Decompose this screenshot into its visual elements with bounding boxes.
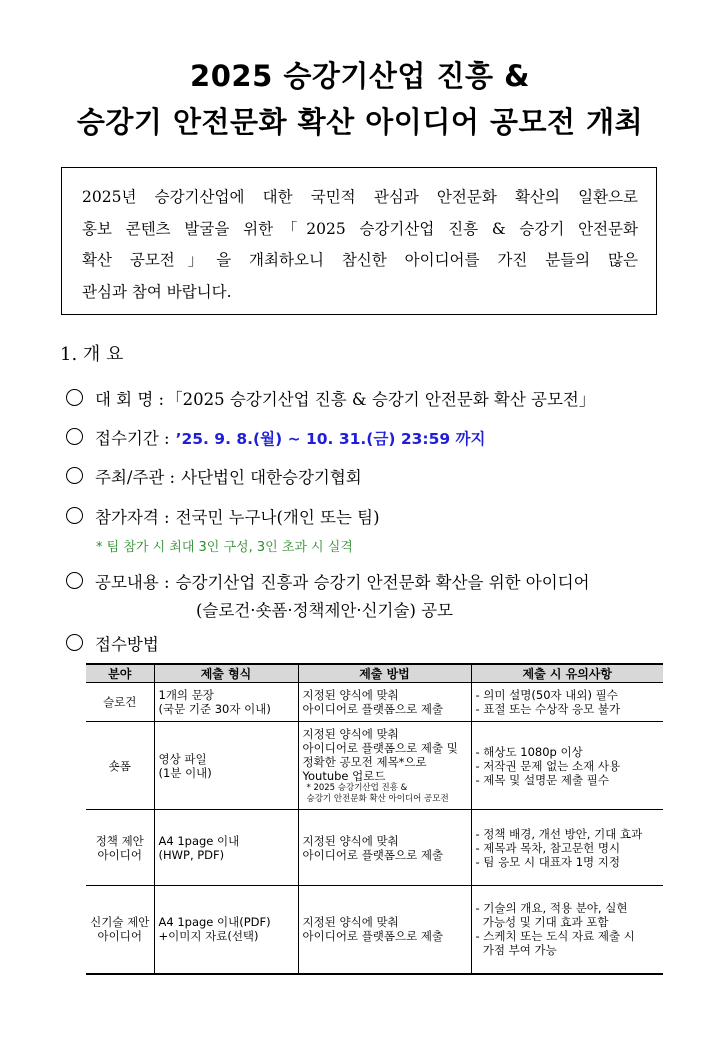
table-row — [86, 810, 663, 886]
item-label: 접수기간 : — [95, 429, 170, 448]
item-label: 대 회 명 : — [95, 390, 165, 409]
field-cell: 정책 제안 아이디어 — [86, 810, 154, 886]
intro-line: 홍보 콘텐츠 발굴을 위한「2025 승강기산업 진흥 & 승강기 안전문화 — [82, 219, 638, 238]
table-header: 제출 시 유의사항 — [471, 664, 663, 683]
method-footnote: * 2025 승강기산업 진흥 & — [306, 782, 408, 793]
format-cell: 영상 파일 (1분 이내) — [154, 722, 298, 810]
item-value: 전국민 누구나(개인 또는 팀) — [175, 508, 380, 527]
item-label: 참가자격 : — [95, 508, 170, 527]
intro-box — [61, 167, 657, 315]
table-header: 제출 방법 — [298, 664, 471, 683]
item-label: 주최/주관 : — [95, 468, 176, 487]
circle-bullet-icon — [66, 467, 83, 484]
field-cell: 신기술 제안 아이디어 — [86, 886, 154, 974]
format-cell: 1개의 문장 (국문 기준 30자 이내) — [154, 683, 298, 722]
item-value: 승강기산업 진흥과 승강기 안전문화 확산을 위한 아이디어 — [175, 573, 590, 592]
item-label: 공모내용 : — [95, 573, 170, 592]
item-label: 접수방법 — [95, 635, 159, 654]
page-title-line2: 승강기 안전문화 확산 아이디어 공모전 개최 — [76, 105, 644, 139]
notes-cell: - 의미 설명(50자 내외) 필수 - 표절 또는 수상작 응모 불가 — [471, 683, 663, 722]
method-footnote: 승강기 안전문화 확산 아이디어 공모전 — [306, 793, 449, 804]
method-cell: 지정된 양식에 맞춰 아이디어로 플랫폼으로 제출 및 정확한 공모전 제목*으로 Youtube 업로드 * 2025 승강기산업 진흥 & 승강기 안전문화 확산 아이디어 공모전 — [298, 722, 471, 810]
intro-line: 확산 공모전」을 개최하오니 참신한 아이디어를 가진 분들의 많은 — [82, 251, 638, 269]
field-cell: 슬로건 — [86, 683, 154, 722]
intro-line: 관심과 참여 바랍니다. — [82, 282, 232, 301]
method-cell: 지정된 양식에 맞춰 아이디어로 플랫폼으로 제출 — [298, 810, 471, 886]
page-title-line1: 2025 승강기산업 진흥 & — [190, 59, 530, 93]
table-header: 분야 — [86, 664, 154, 683]
deadline-value: ’25. 9. 8.(월) ~ 10. 31.(금) 23:59 까지 — [175, 430, 486, 448]
notes-cell: - 기술의 개요, 적용 분야, 실현 가능성 및 기대 효과 포함 - 스케치 또는 도식 자료 제출 시 가점 부여 가능 — [471, 886, 663, 974]
section-heading: 1. 개 요 — [60, 344, 124, 365]
notes-cell: - 정책 배경, 개선 방안, 기대 효과 - 제목과 목차, 참고문헌 명시 - 팀 응모 시 대표자 1명 지정 — [471, 810, 663, 886]
table-header-row — [86, 664, 663, 683]
format-cell: A4 1page 이내(PDF) +이미지 자료(선택) — [154, 886, 298, 974]
circle-bullet-icon — [66, 428, 83, 445]
circle-bullet-icon — [66, 572, 83, 589]
item-value: 「2025 승강기산업 진흥 & 승강기 안전문화 확산 공모전」 — [166, 390, 596, 409]
method-cell: 지정된 양식에 맞춰 아이디어로 플랫폼으로 제출 — [298, 886, 471, 974]
table-row — [86, 722, 663, 810]
circle-bullet-icon — [66, 507, 83, 524]
overview-item-content — [66, 569, 590, 593]
table-header: 제출 형식 — [154, 664, 298, 683]
item-value: 사단법인 대한승강기협회 — [181, 468, 362, 487]
overview-item-submission — [66, 631, 159, 655]
circle-bullet-icon — [66, 389, 83, 406]
notes-cell: - 해상도 1080p 이상 - 저작권 문제 없는 소재 사용 - 제목 및 설명문 제출 필수 — [471, 722, 663, 810]
intro-line: 2025년 승강기산업에 대한 국민적 관심과 안전문화 확산의 일환으로 — [82, 188, 638, 206]
table-row — [86, 683, 663, 722]
overview-item-content-cont: (슬로건·숏폼·정책제안·신기술) 공모 — [196, 601, 453, 620]
format-cell: A4 1page 이내 (HWP, PDF) — [154, 810, 298, 886]
method-cell: 지정된 양식에 맞춰 아이디어로 플랫폼으로 제출 — [298, 683, 471, 722]
overview-item-name — [66, 386, 595, 410]
submission-table — [86, 663, 663, 975]
team-note: * 팀 참가 시 최대 3인 구성, 3인 초과 시 실격 — [96, 540, 353, 555]
circle-bullet-icon — [66, 634, 83, 651]
overview-item-eligibility — [66, 504, 380, 528]
field-cell: 숏폼 — [86, 722, 154, 810]
overview-item-period — [66, 425, 486, 449]
overview-item-host — [66, 464, 362, 488]
table-row — [86, 886, 663, 974]
